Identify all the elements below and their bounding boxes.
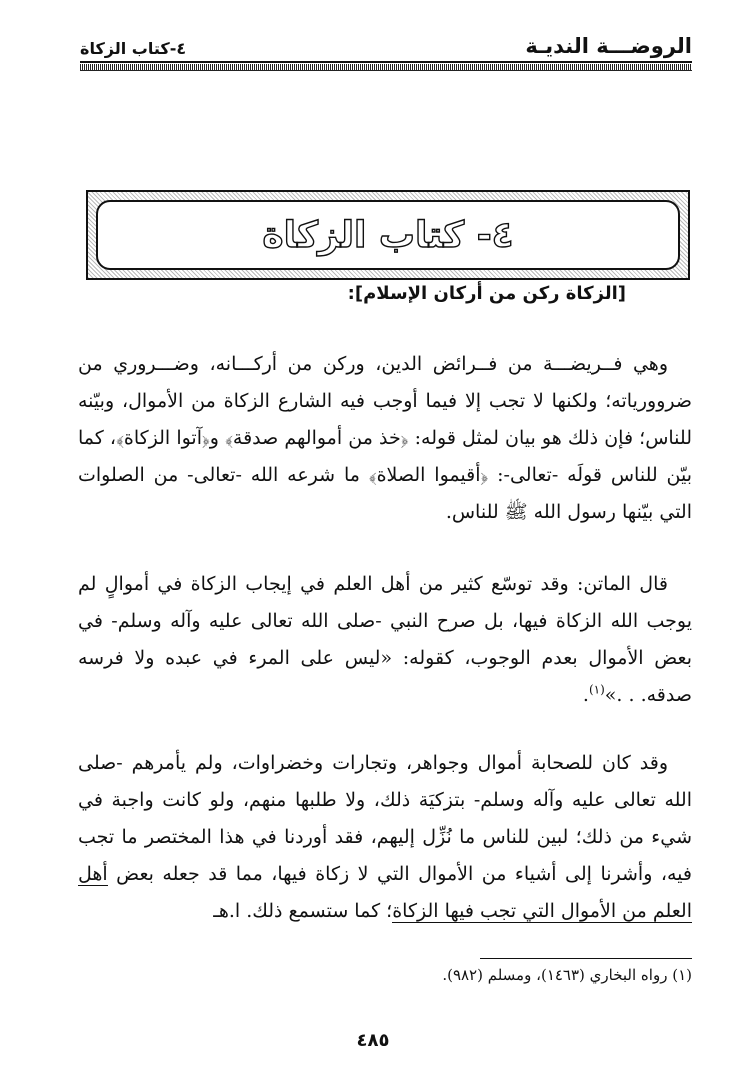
paragraph-3-end: ؛ كما ستسمع ذلك. ا.هـ — [213, 900, 393, 922]
paragraph-2-end: . — [582, 684, 589, 706]
book-title: الروضـــة النديـة — [525, 34, 692, 58]
footnote: (١) رواه البخاري (١٤٦٣)، ومسلم (٩٨٢). — [442, 966, 692, 984]
header-rule — [80, 61, 692, 63]
page-number: ٤٨٥ — [356, 1030, 390, 1051]
paragraph-3-underlined: أهل العلم من الأموال التي تجب فيها الزكاة — [78, 863, 692, 922]
paragraph-3-text: وقد كان للصحابة أموال وجواهر، وتجارات وخضراوات، ولم يأمرهم -صلى الله تعالى عليه وآله وسلم- بتزكيَة ذلك، ولا طلبها منهم، ولو كانت واجبة في شيء من ذلك؛ لبين للناس ما نُزِّل إليهم، فقد أوردنا في هذا المختصر ما تجب فيه، وأشرنا إلى أشياء من الأموال التي لا زكاة فيها، مما قد جعله بعض — [78, 752, 692, 885]
paragraph-1: وهي فــريضـــة من فــرائض الدين، وركن من أركـــانه، وضـــروري من ضروورياته؛ ولكنها لا تجب إلا فيما أوجب فيه الشارع الزكاة من الأموال، وبيّنه للناس؛ فإن ذلك هو بيان لمثل قوله: ﴿خذ من أموالهم صدقة﴾ و﴿آتوا الزكاة﴾، كما بيّن للناس قولَه -تعالى-: ﴿أقيموا الصلاة﴾ ما شرعه الله -تعالى- من الصلوات التي بيّنها رسول الله ﷺ للناس. — [78, 353, 692, 523]
running-header — [80, 28, 692, 58]
header-hatched-rule — [80, 64, 692, 71]
paragraph-2 — [78, 566, 692, 714]
chapter-title-box — [96, 200, 680, 270]
chapter-title: ٤- كتاب الزكاة — [262, 214, 514, 256]
chapter-title-frame — [86, 190, 690, 280]
section-heading: [الزكاة ركن من أركان الإسلام]: — [347, 283, 626, 304]
paragraph-3 — [78, 745, 692, 930]
paragraph-2-text: قال الماتن: وقد توسّع كثير من أهل العلم في إيجاب الزكاة في أموالٍ لم يوجب الله الزكاة فيها، بل صرح النبي -صلى الله تعالى عليه وآله وسلم- في بعض الأموال بعدم الوجوب، كقوله: «ليس على المرء في عبده ولا فرسه صدقه. . .» — [78, 573, 692, 706]
chapter-label: ٤-كتاب الزكاة — [80, 39, 187, 58]
footnote-ref[interactable]: (١) — [588, 682, 605, 697]
footnote-rule — [480, 958, 692, 959]
